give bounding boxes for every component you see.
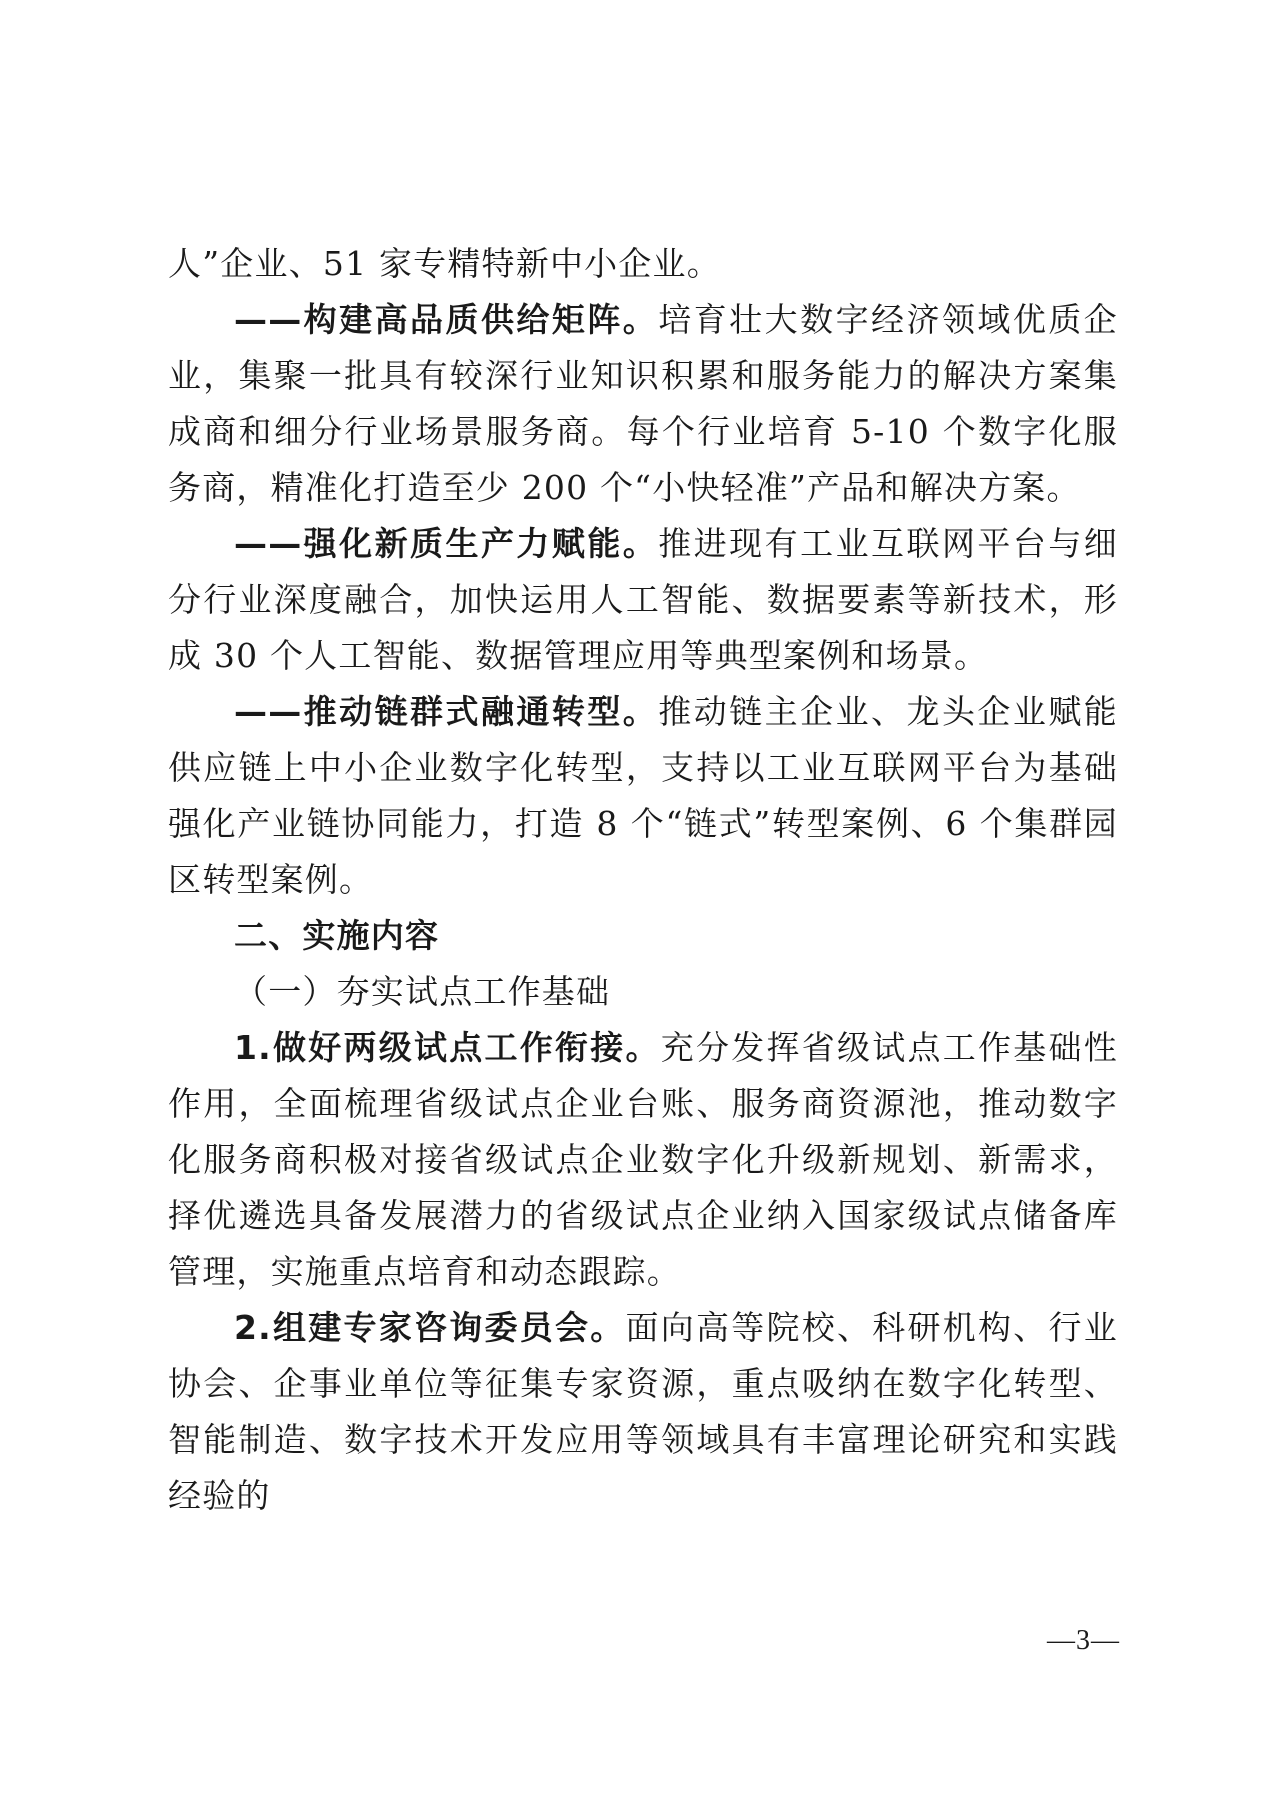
document-page: [168, 236, 1118, 1524]
section-heading: 二、实施内容: [234, 916, 440, 955]
item-expert-committee: [168, 1300, 1118, 1524]
paragraph-supply-matrix: [168, 292, 1118, 516]
item-pilot-connection: [168, 1020, 1118, 1300]
item-text: 充分发挥省级试点工作基础性作用，全面梳理省级试点企业台账、服务商资源池，推动数字化服务商积极对接省级试点企业数字化升级新规划、新需求，择优遴选具备发展潜力的省级试点企业纳入国家级试点储备库管理，实施重点培育和动态跟踪。: [168, 1028, 1118, 1291]
paragraph-lead: ——强化新质生产力赋能。: [234, 524, 659, 563]
paragraph-productivity: [168, 516, 1118, 684]
paragraph-lead: ——构建高品质供给矩阵。: [234, 300, 659, 339]
paragraph-text: 培育壮大数字经济领域优质企业，集聚一批具有较深行业知识积累和服务能力的解决方案集成商和细分行业场景服务商。每个行业培育 5-10 个数字化服务商，精准化打造至少 200 个“小快轻准”产品和解决方案。: [168, 300, 1118, 507]
paragraph-chain-transformation: [168, 684, 1118, 908]
item-lead: 2.组建专家咨询委员会。: [234, 1308, 626, 1347]
item-lead: 1.做好两级试点工作衔接。: [234, 1028, 661, 1067]
paragraph-lead: ——推动链群式融通转型。: [234, 692, 659, 731]
paragraph-text: 人”企业、51 家专精特新中小企业。: [168, 244, 721, 283]
paragraph-continuation: [168, 236, 1118, 292]
subsection-heading: （一）夯实试点工作基础: [234, 972, 611, 1011]
paragraph-text: 推进现有工业互联网平台与细分行业深度融合，加快运用人工智能、数据要素等新技术，形成 30 个人工智能、数据管理应用等典型案例和场景。: [168, 524, 1118, 675]
item-text: 面向高等院校、科研机构、行业协会、企事业单位等征集专家资源，重点吸纳在数字化转型、智能制造、数字技术开发应用等领域具有丰富理论研究和实践经验的: [168, 1308, 1118, 1515]
page-number: —3—: [1047, 1625, 1120, 1656]
paragraph-text: 推动链主企业、龙头企业赋能供应链上中小企业数字化转型，支持以工业互联网平台为基础强化产业链协同能力，打造 8 个“链式”转型案例、6 个集群园区转型案例。: [168, 692, 1118, 899]
